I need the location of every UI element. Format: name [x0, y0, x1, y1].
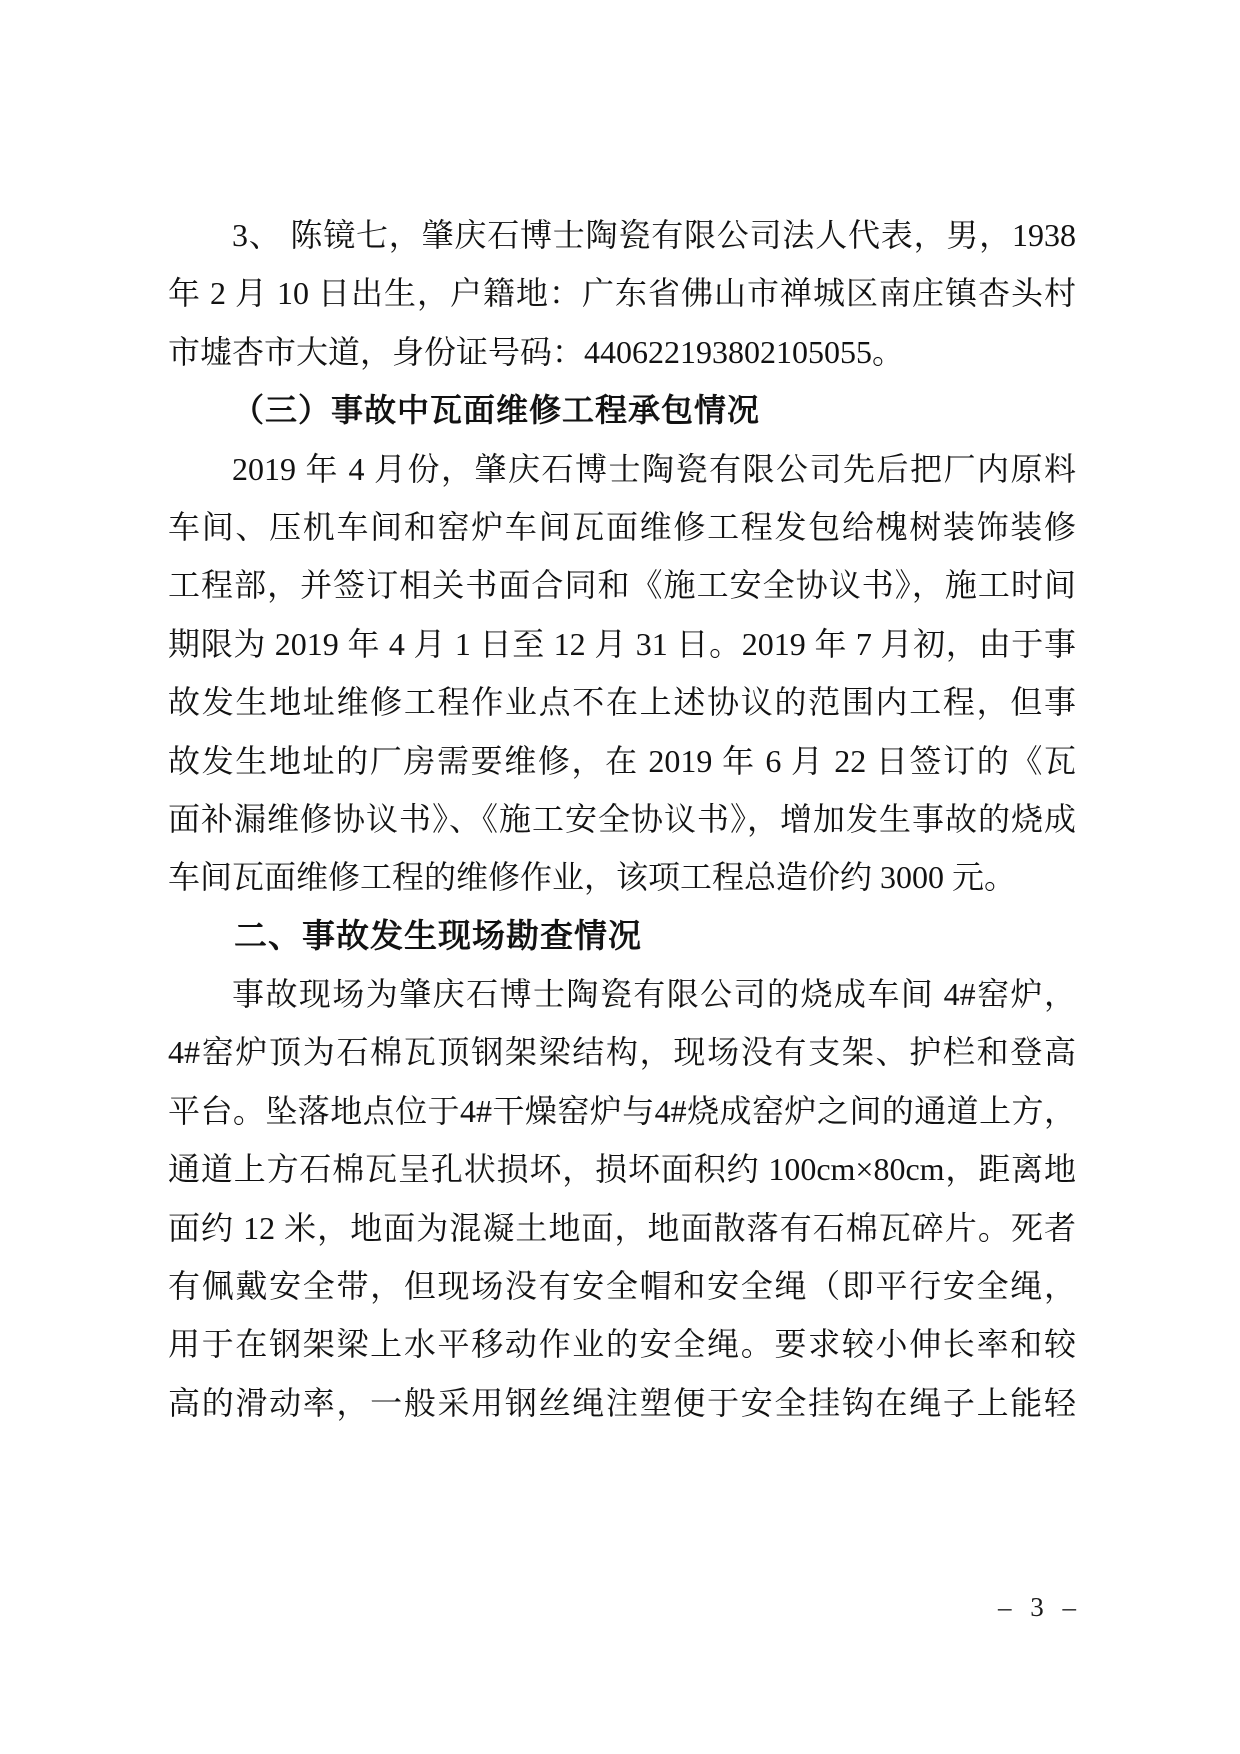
body-line: 年 2 月 10 日出生，户籍地：广东省佛山市禅城区南庄镇杏头村 [168, 275, 1076, 312]
section-heading-3: （三）事故中瓦面维修工程承包情况 [232, 392, 761, 429]
body-line: 高的滑动率，一般采用钢丝绳注塑便于安全挂钩在绳子上能轻 [168, 1384, 1076, 1421]
body-line: 期限为 2019 年 4 月 1 日至 12 月 31 日。2019 年 7 月初，由于事 [168, 625, 1076, 662]
body-line: 2019 年 4 月份，肇庆石博士陶瓷有限公司先后把厂内原料 [232, 450, 1076, 487]
body-line: 用于在钢架梁上水平移动作业的安全绳。要求较小伸长率和较 [168, 1326, 1076, 1363]
body-line: 面补漏维修协议书》、《施工安全协议书》，增加发生事故的烧成 [168, 800, 1076, 837]
body-line: 车间、压机车间和窑炉车间瓦面维修工程发包给槐树装饰装修 [168, 508, 1076, 545]
body-line: 平台。坠落地点位于4#干燥窑炉与4#烧成窑炉之间的通道上方， [168, 1092, 1076, 1129]
section-heading-2: 二、事故发生现场勘查情况 [234, 916, 642, 954]
body-line: 市墟杏市大道，身份证号码：440622193802105055。 [168, 333, 905, 370]
page-number: – 3 – [998, 1592, 1082, 1622]
body-line: 4#窑炉顶为石棉瓦顶钢架梁结构，现场没有支架、护栏和登高 [168, 1034, 1076, 1071]
body-line: 车间瓦面维修工程的维修作业，该项工程总造价约 3000 元。 [168, 859, 1017, 896]
body-line: 工程部，并签订相关书面合同和《施工安全协议书》，施工时间 [168, 567, 1076, 604]
body-line: 3、 陈镜七，肇庆石博士陶瓷有限公司法人代表，男，1938 [232, 217, 1076, 253]
body-line: 面约 12 米，地面为混凝土地面，地面散落有石棉瓦碎片。死者 [168, 1209, 1076, 1246]
document-body [168, 206, 1076, 1432]
body-line: 有佩戴安全带，但现场没有安全帽和安全绳（即平行安全绳， [168, 1268, 1076, 1305]
body-line: 通道上方石棉瓦呈孔状损坏，损坏面积约 100cm×80cm，距离地 [168, 1151, 1076, 1188]
body-line: 故发生地址维修工程作业点不在上述协议的范围内工程，但事 [168, 684, 1076, 721]
body-line: 故发生地址的厂房需要维修，在 2019 年 6 月 22 日签订的《瓦 [168, 742, 1076, 779]
body-line: 事故现场为肇庆石博士陶瓷有限公司的烧成车间 4#窑炉， [232, 976, 1076, 1013]
